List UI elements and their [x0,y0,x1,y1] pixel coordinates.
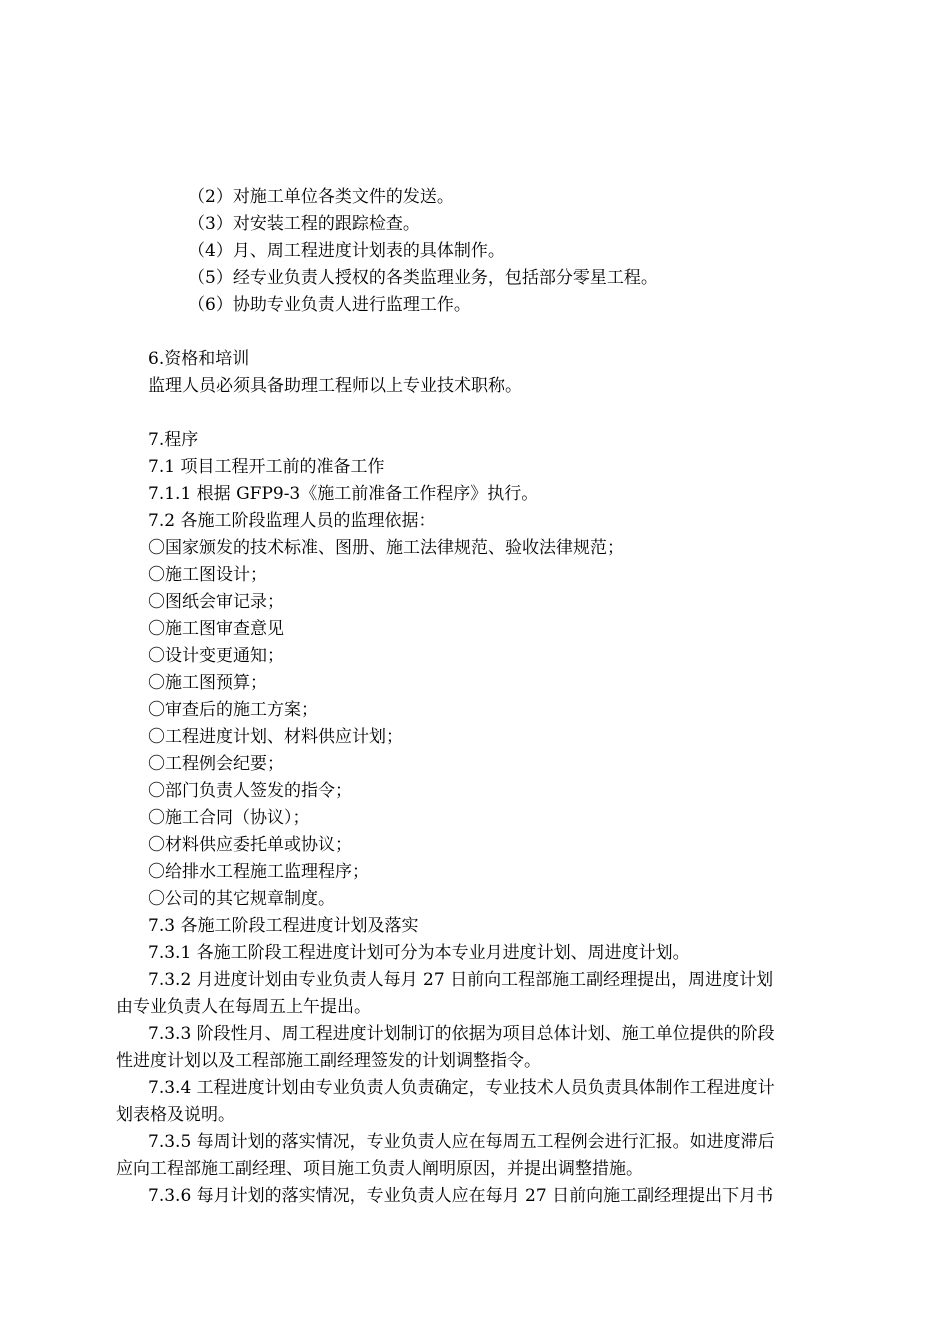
basis-item: 〇施工合同（协议）； [148,808,310,828]
section-7-3: 7.3 各施工阶段工程进度计划及落实 [148,916,419,936]
basis-item: 〇图纸会审记录； [148,592,284,612]
basis-item: 〇施工图设计； [148,565,267,585]
section-7-heading: 7.程序 [148,430,199,450]
section-7-3-3-line2: 性进度计划以及工程部施工副经理签发的计划调整指令。 [116,1051,541,1071]
section-7-3-1: 7.3.1 各施工阶段工程进度计划可分为本专业月进度计划、周进度计划。 [148,943,690,963]
basis-item: 〇审查后的施工方案； [148,700,318,720]
basis-item: 〇工程例会纪要； [148,754,284,774]
basis-item: 〇国家颁发的技术标准、图册、施工法律规范、验收法律规范； [148,538,624,558]
duty-item-4: （4）月、周工程进度计划表的具体制作。 [188,241,505,261]
duty-item-6: （6）协助专业负责人进行监理工作。 [188,295,471,315]
section-7-3-4-line1: 7.3.4 工程进度计划由专业负责人负责确定，专业技术人员负责具体制作工程进度计 [148,1078,775,1098]
section-7-3-3-line1: 7.3.3 阶段性月、周工程进度计划制订的依据为项目总体计划、施工单位提供的阶段 [148,1024,775,1044]
duty-item-5: （5）经专业负责人授权的各类监理业务，包括部分零星工程。 [188,268,658,288]
basis-item: 〇施工图审查意见 [148,619,284,639]
basis-item: 〇工程进度计划、材料供应计划； [148,727,403,747]
section-7-1-1: 7.1.1 根据 GFP9-3《施工前准备工作程序》执行。 [148,484,539,504]
basis-item: 〇施工图预算； [148,673,267,693]
section-7-3-2-line2: 由专业负责人在每周五上午提出。 [116,997,371,1017]
section-6-text: 监理人员必须具备助理工程师以上专业技术职称。 [148,376,522,396]
section-7-3-5-line2: 应向工程部施工副经理、项目施工负责人阐明原因，并提出调整措施。 [116,1159,643,1179]
section-7-1: 7.1 项目工程开工前的准备工作 [148,457,385,477]
section-7-3-6-line1: 7.3.6 每月计划的落实情况，专业负责人应在每月 27 日前向施工副经理提出下月书 [148,1186,774,1206]
section-6-heading: 6.资格和培训 [148,349,250,369]
basis-item: 〇公司的其它规章制度。 [148,889,335,909]
section-7-2: 7.2 各施工阶段监理人员的监理依据： [148,511,436,531]
basis-item: 〇材料供应委托单或协议； [148,835,352,855]
section-7-3-5-line1: 7.3.5 每周计划的落实情况，专业负责人应在每周五工程例会进行汇报。如进度滞后 [148,1132,775,1152]
section-7-3-2-line1: 7.3.2 月进度计划由专业负责人每月 27 日前向工程部施工副经理提出，周进度计划 [148,970,774,990]
section-7-3-4-line2: 划表格及说明。 [116,1105,235,1125]
basis-item: 〇设计变更通知； [148,646,284,666]
duty-item-3: （3）对安装工程的跟踪检查。 [188,214,420,234]
basis-item: 〇给排水工程施工监理程序； [148,862,369,882]
basis-item: 〇部门负责人签发的指令； [148,781,352,801]
duty-item-2: （2）对施工单位各类文件的发送。 [188,187,454,207]
